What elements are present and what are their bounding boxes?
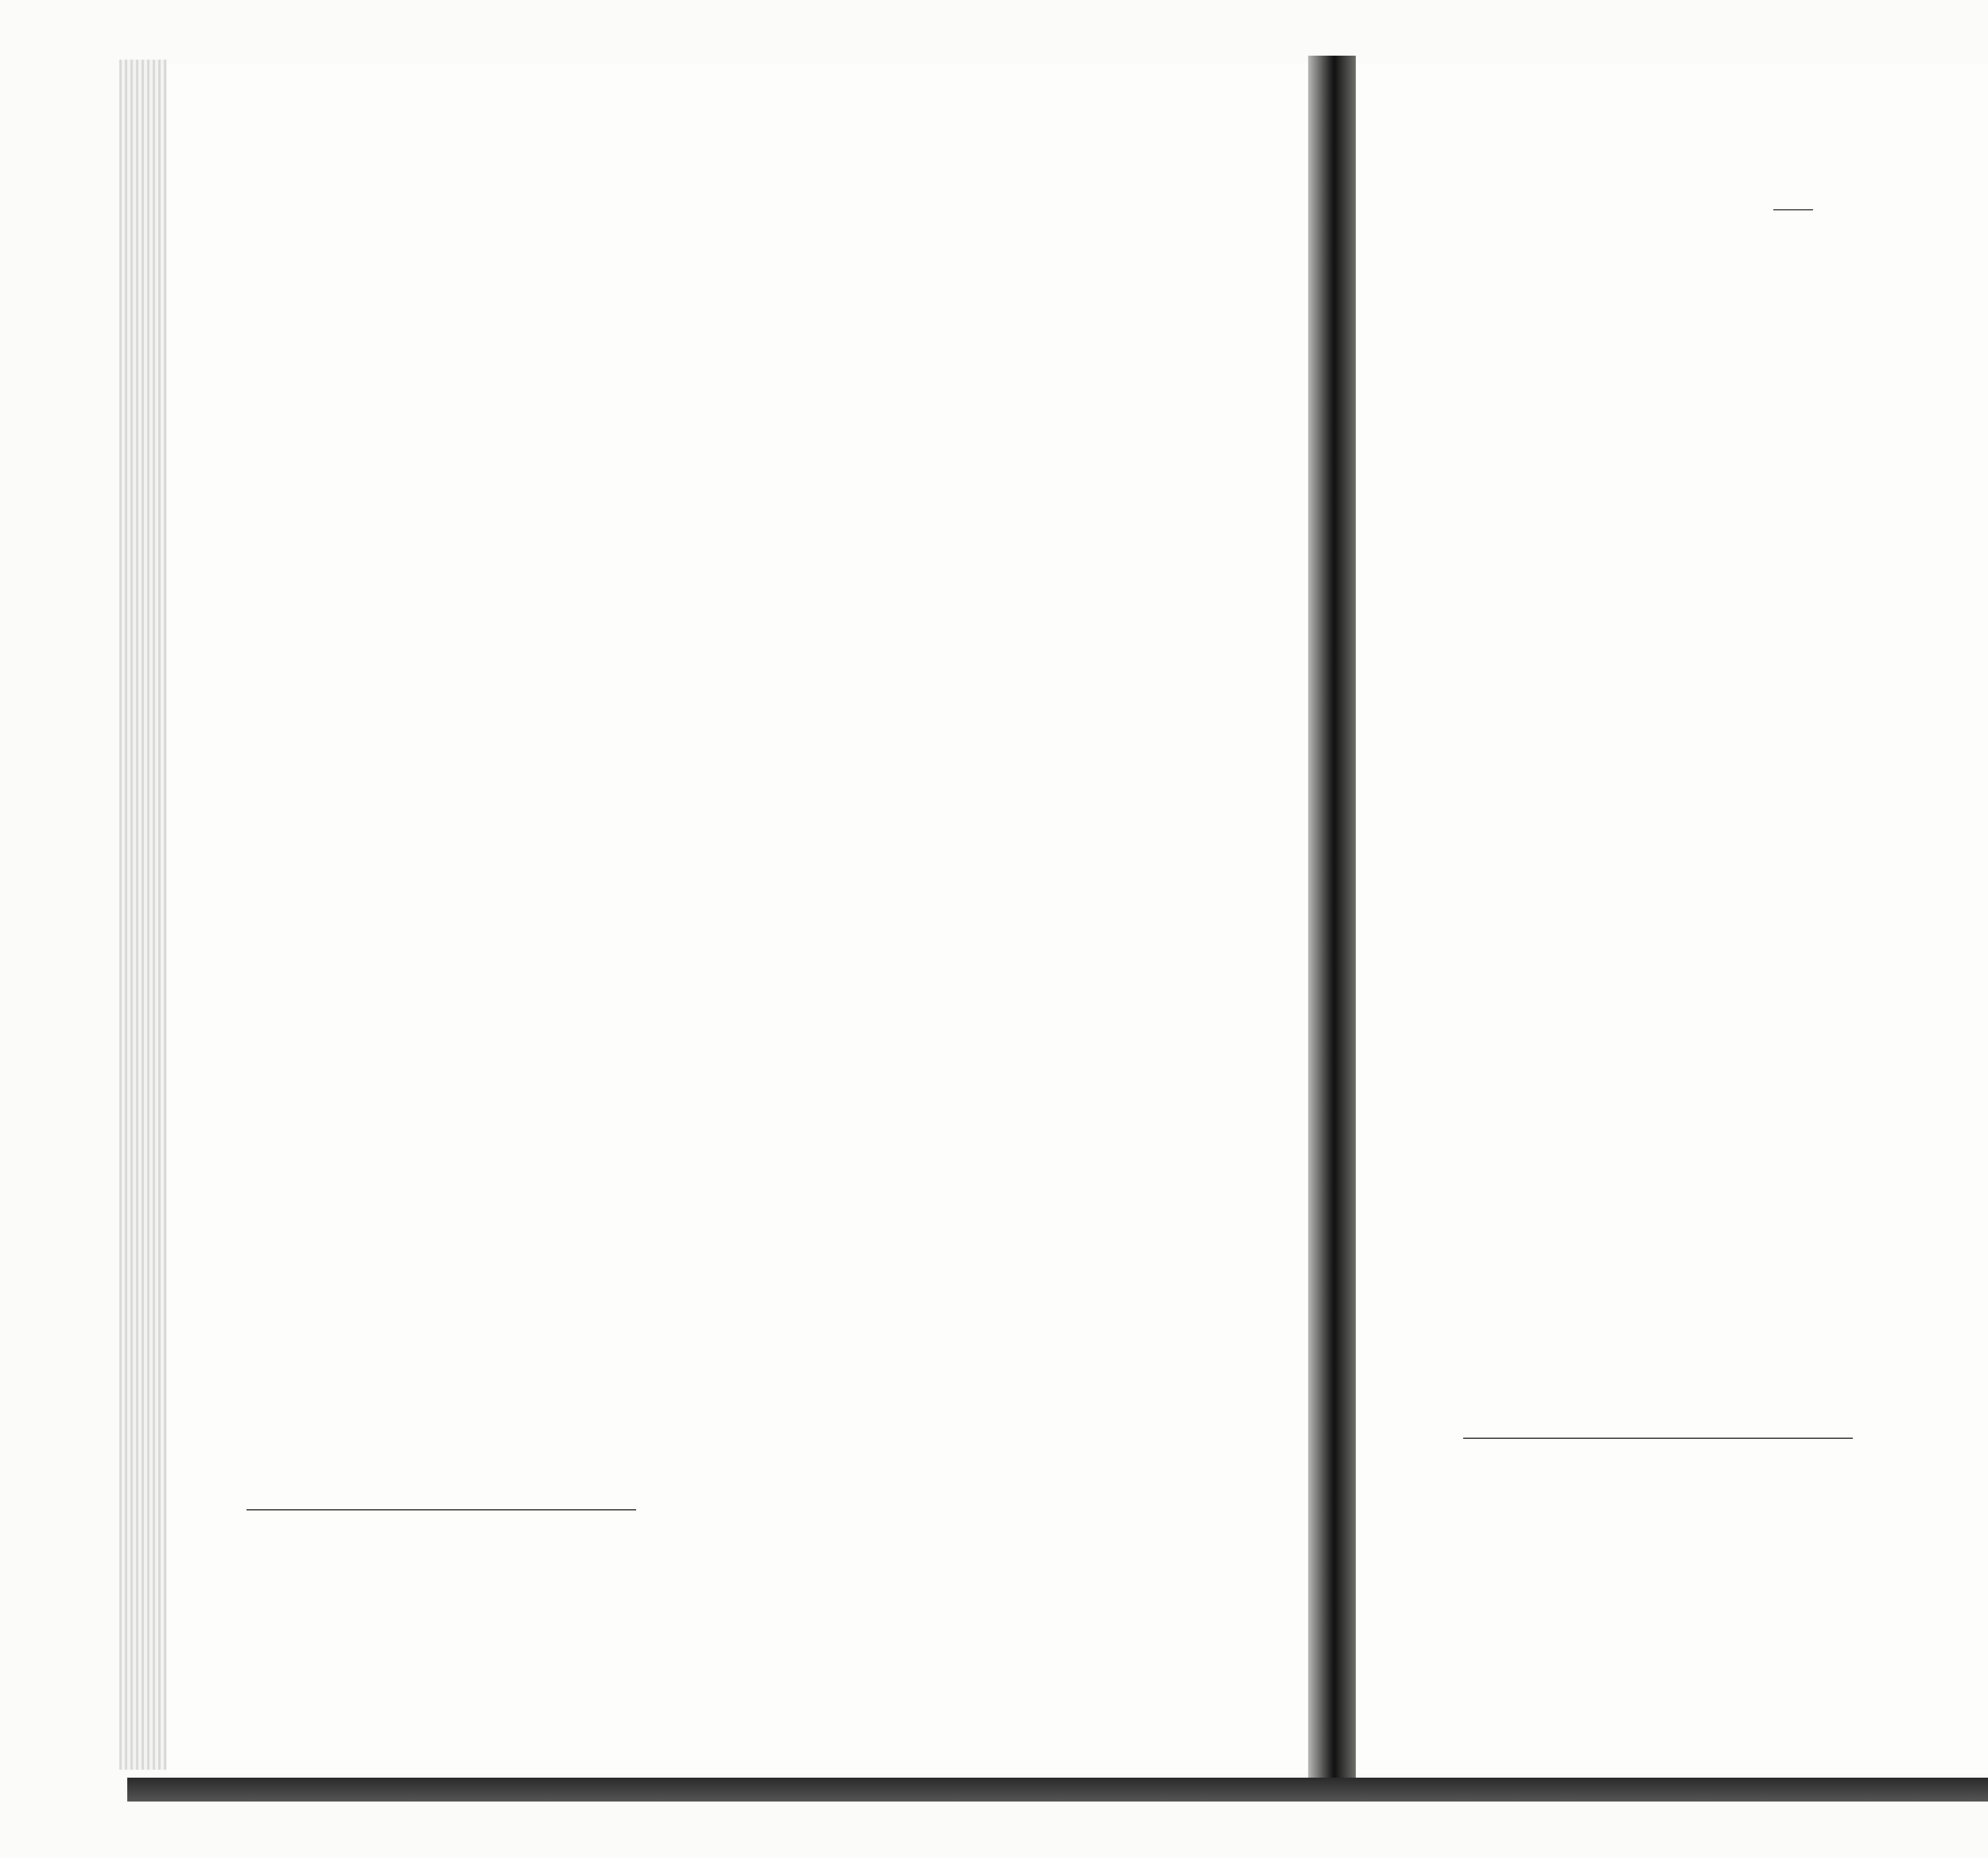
- book-bottom-edge: [127, 1778, 1988, 1802]
- book-left-edge: [119, 60, 167, 1770]
- right-footnote-rule: [1463, 1438, 1853, 1439]
- left-footnote-rule: [247, 1509, 636, 1510]
- running-head: [1773, 207, 1813, 210]
- left-page: [167, 64, 1308, 1774]
- book-spine: [1308, 56, 1356, 1778]
- right-page: [1356, 64, 1988, 1774]
